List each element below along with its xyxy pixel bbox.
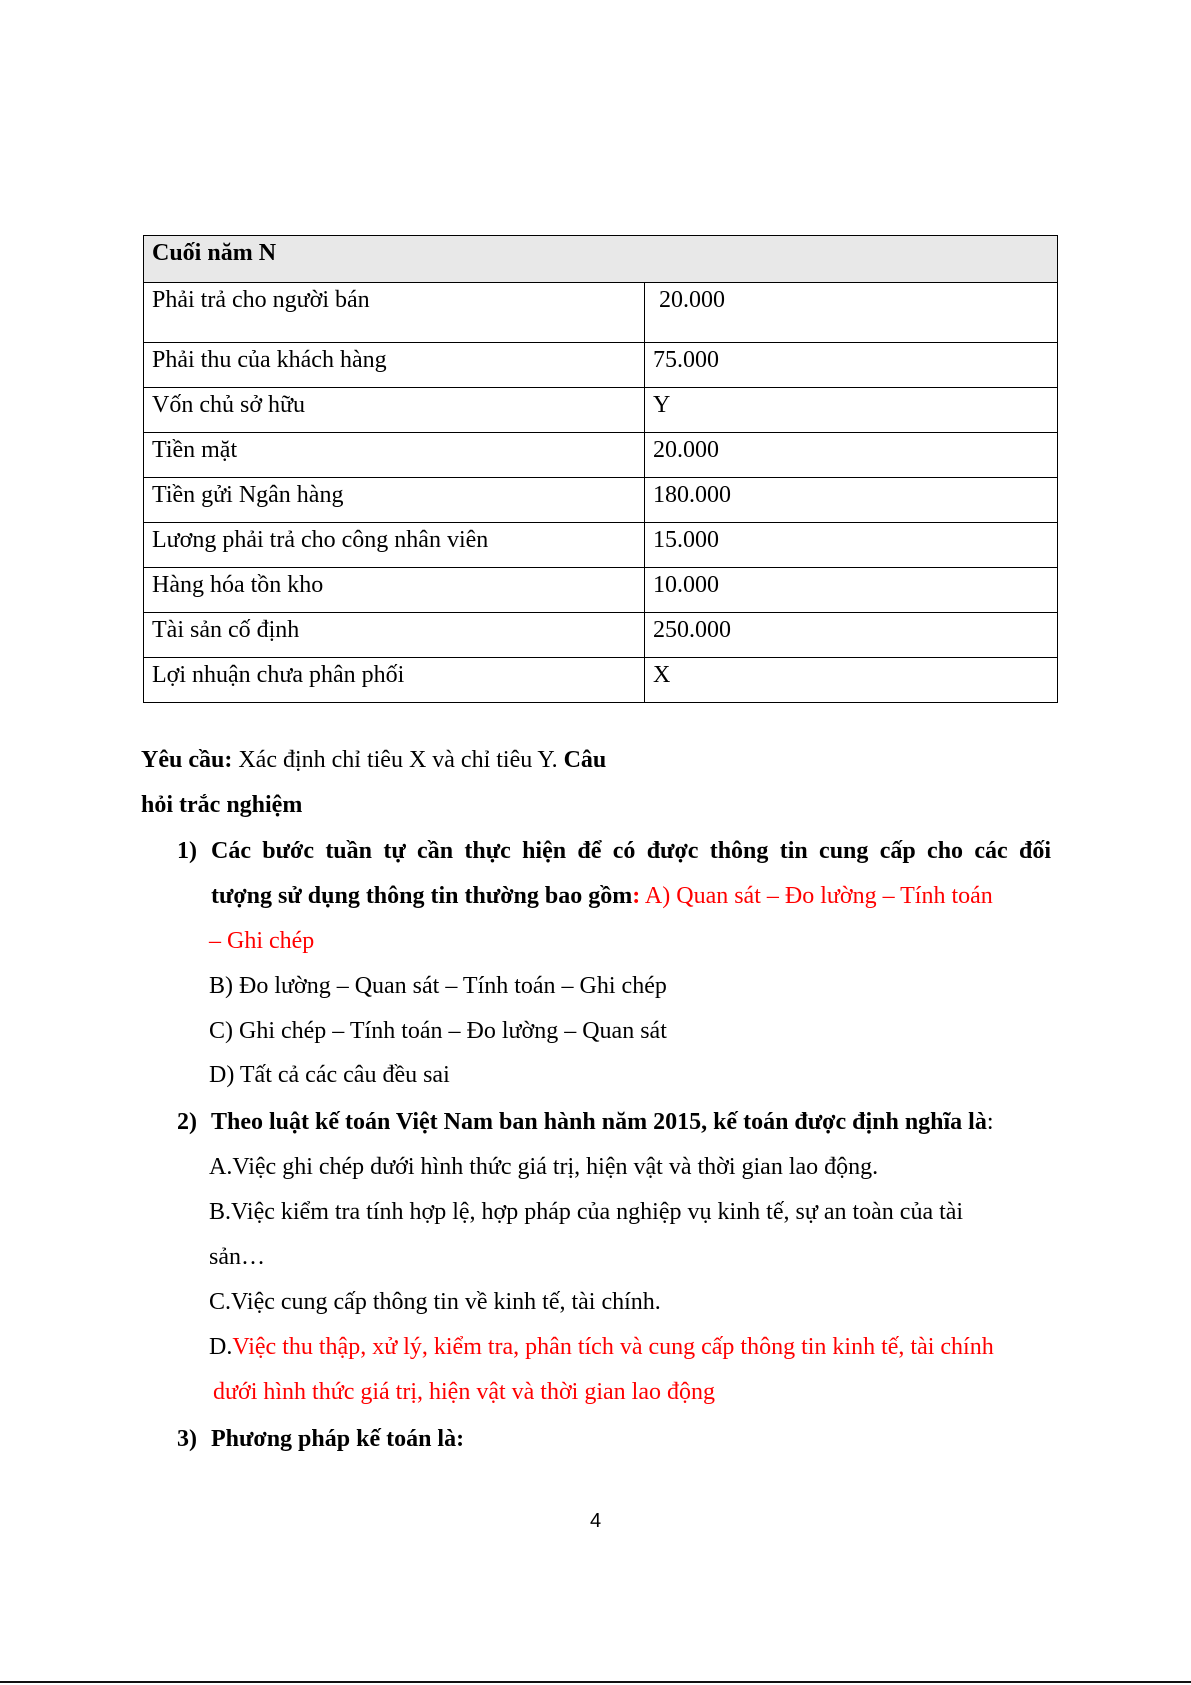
table-row xyxy=(144,343,1058,388)
correct-answer: A) Quan sát – Đo lường – Tính toán xyxy=(640,883,993,909)
correct-answer-cont: – Ghi chép xyxy=(209,928,315,954)
correct-answer-cont: dưới hình thức giá trị, hiện vật và thời gian lao động xyxy=(213,1379,715,1405)
row-label: Tiền gửi Ngân hàng xyxy=(144,478,645,523)
row-value: 20.000 xyxy=(645,283,1058,343)
table-row xyxy=(144,478,1058,523)
option-b-cont: sản… xyxy=(209,1244,265,1270)
table-row xyxy=(144,658,1058,703)
question-3-text: Phương pháp kế toán là: xyxy=(211,1426,465,1452)
row-label: Vốn chủ sở hữu xyxy=(144,388,645,433)
question-number: 2) xyxy=(177,1109,197,1135)
row-label: Phải trả cho người bán xyxy=(144,283,645,343)
table-row xyxy=(144,283,1058,343)
row-value: 20.000 xyxy=(645,433,1058,478)
option-b: B.Việc kiểm tra tính hợp lệ, hợp pháp của nghiệp vụ kinh tế, sự an toàn của tài xyxy=(209,1199,964,1225)
question-number: 3) xyxy=(177,1426,197,1452)
option-b: B) Đo lường – Quan sát – Tính toán – Ghi chép xyxy=(209,973,667,999)
option-a: A.Việc ghi chép dưới hình thức giá trị, hiện vật và thời gian lao động. xyxy=(209,1154,879,1180)
row-label: Tài sản cố định xyxy=(144,613,645,658)
table-row xyxy=(144,433,1058,478)
row-label: Hàng hóa tồn kho xyxy=(144,568,645,613)
requirement-label: Yêu cầu: xyxy=(141,747,233,773)
row-value: 15.000 xyxy=(645,523,1058,568)
balance-table xyxy=(143,235,1058,703)
option-d: D.Việc thu thập, xử lý, kiểm tra, phân tích và cung cấp thông tin kinh tế, tài chính xyxy=(209,1334,994,1360)
row-value: Y xyxy=(645,388,1058,433)
row-value: 75.000 xyxy=(645,343,1058,388)
row-value: 180.000 xyxy=(645,478,1058,523)
table-row xyxy=(144,568,1058,613)
question-number: 1) xyxy=(177,838,197,864)
row-label: Lợi nhuận chưa phân phối xyxy=(144,658,645,703)
option-c: C) Ghi chép – Tính toán – Đo lường – Quan sát xyxy=(209,1018,667,1044)
table-row xyxy=(144,523,1058,568)
row-value: 250.000 xyxy=(645,613,1058,658)
row-value: 10.000 xyxy=(645,568,1058,613)
table-header: Cuối năm N xyxy=(144,236,1058,283)
row-label: Phải thu của khách hàng xyxy=(144,343,645,388)
question-1-line1: Các bước tuần tự cần thực hiện để có được thông tin cung cấp cho các đối xyxy=(211,838,1051,864)
footer-rule xyxy=(0,1681,1191,1683)
option-c: C.Việc cung cấp thông tin về kinh tế, tài chính. xyxy=(209,1289,661,1315)
requirement-text: Xác định chỉ tiêu X và chỉ tiêu Y. xyxy=(232,747,564,773)
requirement-line xyxy=(141,748,606,772)
row-value: X xyxy=(645,658,1058,703)
table-row xyxy=(144,388,1058,433)
question-1-line2: tượng sử dụng thông tin thường bao gồm: A) Quan sát – Đo lường – Tính toán xyxy=(211,883,993,909)
table-row xyxy=(144,613,1058,658)
requirement-tail: Câu xyxy=(563,747,607,773)
row-label: Tiền mặt xyxy=(144,433,645,478)
option-d: D) Tất cả các câu đều sai xyxy=(209,1062,450,1088)
page-number: 4 xyxy=(589,1510,602,1532)
question-2-text: Theo luật kế toán Việt Nam ban hành năm 2015, kế toán được định nghĩa là: xyxy=(211,1109,994,1135)
correct-answer: Việc thu thập, xử lý, kiểm tra, phân tích và cung cấp thông tin kinh tế, tài chính xyxy=(232,1334,994,1360)
row-label: Lương phải trả cho công nhân viên xyxy=(144,523,645,568)
section-heading: hỏi trắc nghiệm xyxy=(141,792,303,818)
